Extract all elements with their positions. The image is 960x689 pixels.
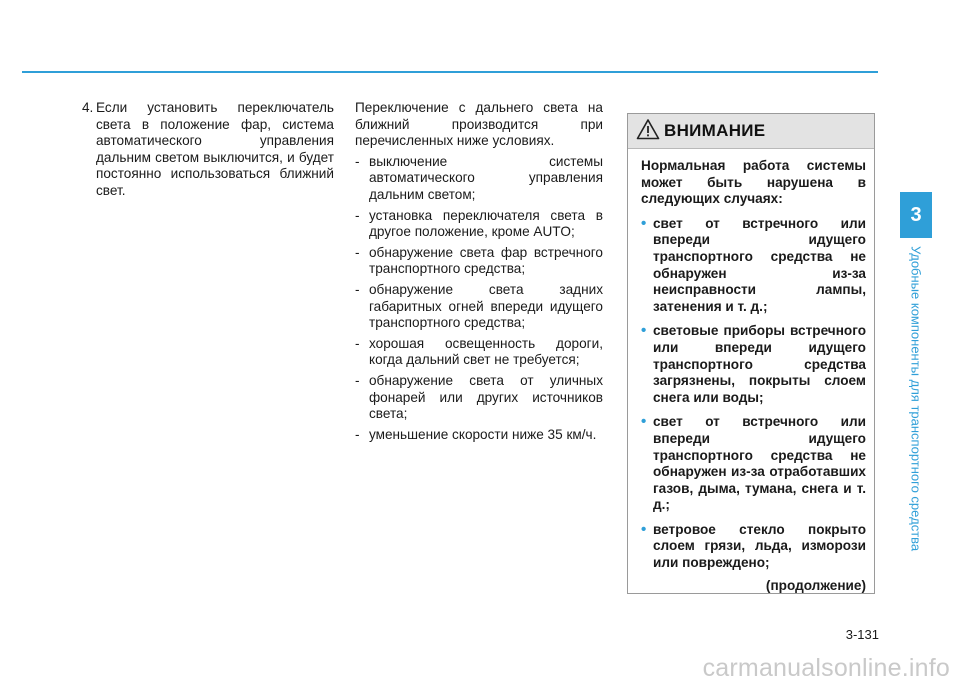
continued-label: (продолжение) — [765, 577, 866, 593]
bullet: • — [641, 413, 647, 431]
list-item — [355, 154, 603, 204]
dash: - — [355, 426, 360, 442]
list-item — [641, 522, 866, 572]
condition-text: выключение системы автоматического управления дальним светом; — [369, 153, 603, 202]
warning-body — [628, 149, 874, 594]
dash: - — [355, 207, 360, 223]
step-number: 4. — [82, 100, 94, 115]
warning-item-text: свет от встречного или впереди идущего транспортного средства не обнаружен из-за отработавших газов, дыма, тумана, снега и т. д.; — [653, 414, 866, 513]
condition-text: хорошая освещенность дороги, когда дальний свет не требуется; — [369, 335, 603, 368]
page-number: 3-131 — [845, 627, 879, 642]
list-item — [355, 245, 603, 278]
step-text: Если установить переключатель света в положение фар, система автоматического управления дальним светом выключится, и будет постоянно использоваться ближний свет. — [96, 100, 334, 198]
warning-triangle-icon — [636, 118, 660, 145]
list-item — [641, 216, 866, 316]
dash: - — [355, 244, 360, 260]
warning-title: ВНИМАНИЕ — [664, 121, 766, 140]
switching-intro: Переключение с дальнего света на ближний производится при перечисленных ниже условиях. — [355, 100, 603, 149]
list-item — [355, 208, 603, 241]
switching-conditions-list — [355, 154, 603, 444]
bullet: • — [641, 214, 647, 232]
bullet: • — [641, 520, 647, 538]
list-item — [355, 427, 603, 444]
dash: - — [355, 153, 360, 169]
condition-text: уменьшение скорости ниже 35 км/ч. — [369, 426, 597, 442]
warning-list — [641, 216, 866, 572]
watermark: carmanualsonline.info — [702, 654, 950, 682]
warning-header — [628, 114, 874, 149]
warning-box — [627, 113, 875, 594]
condition-text: обнаружение света фар встречного транспортного средства; — [369, 244, 603, 277]
warning-intro: Нормальная работа системы может быть нарушена в следующих случаях: — [641, 158, 866, 207]
list-item — [355, 336, 603, 369]
warning-item-text: световые приборы встречного или впереди идущего транспортного средства загрязнены, покрыты слоем снега или воды; — [653, 323, 866, 405]
list-item — [355, 282, 603, 332]
list-item — [641, 414, 866, 514]
dash: - — [355, 372, 360, 388]
chapter-title: Удобные компоненты для транспортного средства — [908, 246, 924, 552]
list-item — [641, 323, 866, 406]
dash: - — [355, 281, 360, 297]
left-column — [82, 100, 334, 200]
top-rule — [22, 71, 878, 73]
dash: - — [355, 335, 360, 351]
chapter-tab: 3 — [900, 192, 932, 238]
bullet: • — [641, 322, 647, 340]
step-4 — [82, 100, 334, 200]
condition-text: обнаружение света от уличных фонарей или других источников света; — [369, 372, 603, 422]
middle-column — [355, 100, 603, 447]
condition-text: обнаружение света задних габаритных огней впереди идущего транспортного средства; — [369, 281, 603, 331]
warning-item-text: свет от встречного или впереди идущего транспортного средства не обнаружен из-за неисправности лампы, затенения и т. д.; — [653, 215, 866, 314]
list-item — [355, 373, 603, 423]
condition-text: установка переключателя света в другое положение, кроме AUTO; — [369, 207, 603, 240]
warning-item-text: ветровое стекло покрыто слоем грязи, льда, изморози или повреждено; — [653, 521, 866, 571]
chapter-title-vertical — [900, 246, 932, 566]
